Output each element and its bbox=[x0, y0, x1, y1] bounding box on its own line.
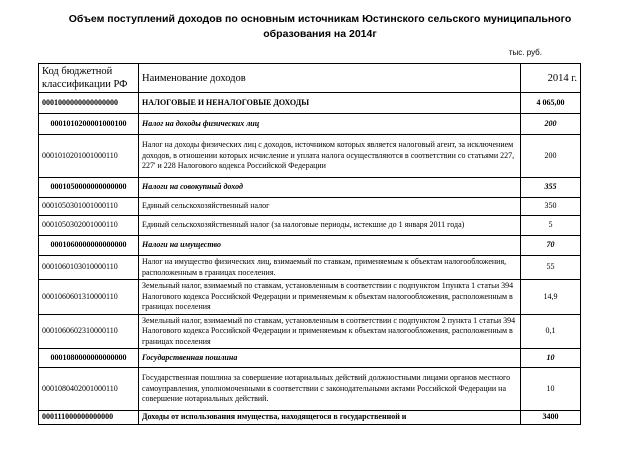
row-name: Земельный налог, взимаемый по ставкам, установленным в соответствии с подпунктом 1пункта 1 статьи 394 Налогового кодекса Российской Федерации и применяемым к объектам налогообложения, расположенным в границах поселения bbox=[139, 280, 521, 315]
row-value: 350 bbox=[521, 198, 581, 216]
row-name: Государственная пошлина bbox=[139, 349, 521, 368]
row-name: Земельный налог, взимаемый по ставкам, установленным в соответствии с подпунктом 2 пункта 1 статьи 394 Налогового кодекса Российской Федерации и применяемым к объектам налогообложения, расположенным в границах поселения bbox=[139, 314, 521, 349]
row-name: Налог на доходы физических лиц bbox=[139, 114, 521, 135]
row-code: 0001060103010000110 bbox=[39, 256, 139, 280]
table-row bbox=[39, 114, 581, 135]
row-value: 10 bbox=[521, 349, 581, 368]
table-row bbox=[39, 314, 581, 349]
row-value: 4 065,00 bbox=[521, 93, 581, 114]
table-row bbox=[39, 368, 581, 411]
table-row bbox=[39, 411, 581, 425]
row-value: 70 bbox=[521, 236, 581, 256]
table-row bbox=[39, 178, 581, 198]
row-name: Налоги на имущество bbox=[139, 236, 521, 256]
table-row bbox=[39, 135, 581, 178]
row-code: 0001050301001000110 bbox=[39, 198, 139, 216]
row-code: 0001050302001000110 bbox=[39, 216, 139, 236]
row-value: 200 bbox=[521, 114, 581, 135]
table-row bbox=[39, 198, 581, 216]
table-header-row bbox=[39, 64, 581, 93]
table-row bbox=[39, 93, 581, 114]
row-code: 000111000000000000 bbox=[39, 411, 139, 425]
row-value: 14,9 bbox=[521, 280, 581, 315]
table-body bbox=[39, 93, 581, 425]
row-value: 10 bbox=[521, 368, 581, 411]
row-value: 55 bbox=[521, 256, 581, 280]
table-row bbox=[39, 216, 581, 236]
row-code: 0001080000000000000 bbox=[39, 349, 139, 368]
row-name: Государственная пошлина за совершение нотариальных действий должностными лицами органов местного самоуправления, уполномоченными в соответствии с законодательными актами Российской Федерации на совершение нотариальных действий. bbox=[139, 368, 521, 411]
row-code: 0001010200001000100 bbox=[39, 114, 139, 135]
document-title: Объем поступлений доходов по основным источникам Юстинского сельского муниципального образования на 2014г bbox=[68, 13, 572, 40]
row-name: Единый сельскохозяйственный налог (за налоговые периоды, истекшие до 1 января 2011 года) bbox=[139, 216, 521, 236]
revenue-table bbox=[38, 63, 581, 425]
row-code: 0001000000000000000 bbox=[39, 93, 139, 114]
header-name: Наименование доходов bbox=[139, 64, 521, 93]
row-name: НАЛОГОВЫЕ И НЕНАЛОГОВЫЕ ДОХОДЫ bbox=[139, 93, 521, 114]
row-name: Налог на доходы физических лиц с доходов, источником которых является налоговый агент, за исключением доходов, в отношении которых исчисление и уплата налога осуществляются в соответствии со статьями 227, 227' и 228 Налогового кодекса Российской Федерации bbox=[139, 135, 521, 178]
row-name: Единый сельскохозяйственный налог bbox=[139, 198, 521, 216]
table-row bbox=[39, 236, 581, 256]
row-code: 0001050000000000000 bbox=[39, 178, 139, 198]
table-row bbox=[39, 256, 581, 280]
row-value: 5 bbox=[521, 216, 581, 236]
row-name: Налоги на совокупный доход bbox=[139, 178, 521, 198]
row-code: 0001010201001000110 bbox=[39, 135, 139, 178]
row-name: Доходы от использования имущества, находящегося в государственной и bbox=[139, 411, 521, 425]
row-name: Налог на имущество физических лиц, взимаемый по ставкам, применяемым к объектам налогообложения, расположенным в границах поселения. bbox=[139, 256, 521, 280]
row-value: 355 bbox=[521, 178, 581, 198]
row-code: 0001060601310000110 bbox=[39, 280, 139, 315]
table-row bbox=[39, 349, 581, 368]
row-value: 0,1 bbox=[521, 314, 581, 349]
row-code: 0001080402001000110 bbox=[39, 368, 139, 411]
header-year: 2014 г. bbox=[521, 64, 581, 93]
row-code: 0001060000000000000 bbox=[39, 236, 139, 256]
unit-label: тыс. руб. bbox=[508, 48, 542, 57]
row-value: 200 bbox=[521, 135, 581, 178]
row-value: 3400 bbox=[521, 411, 581, 425]
table-row bbox=[39, 280, 581, 315]
header-code: Код бюджетной классификации РФ bbox=[39, 64, 139, 93]
row-code: 0001060602310000110 bbox=[39, 314, 139, 349]
